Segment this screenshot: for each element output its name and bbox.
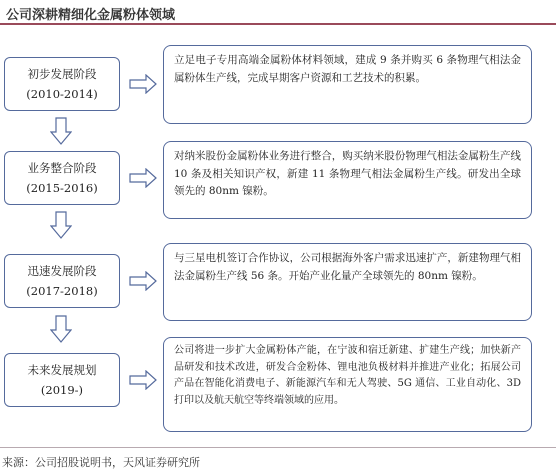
stage-name: 未来发展规划 <box>27 363 97 377</box>
stage-name: 业务整合阶段 <box>27 161 97 175</box>
stage-box-3 <box>4 254 120 308</box>
right-arrow-icon <box>128 168 158 188</box>
stage-description-4: 公司将进一步扩大金属粉体产能，在宁波和宿迁新建、扩建生产线；加快新产品研发和技术改进，研发合金粉体、锂电池负极材料并推进产业化；拓展公司产品在智能化消费电子、新能源汽车和无人驾驶、5G 通信、工业自动化、3D 打印以及航天航空等终端领域的应用。 <box>163 337 532 432</box>
down-arrow-icon <box>50 117 72 145</box>
header-rule <box>0 23 556 25</box>
stage-name: 初步发展阶段 <box>27 67 97 81</box>
footer-rule <box>0 447 556 448</box>
stage-description-3: 与三星电机签订合作协议，公司根据海外客户需求迅速扩产，新建物理气相法金属粉生产线 56 条。开始产业化量产全球领先的 80nm 镍粉。 <box>163 243 532 321</box>
stage-box-2 <box>4 151 120 205</box>
stage-name: 迅速发展阶段 <box>27 264 97 278</box>
header-title: 公司深耕精细化金属粉体领域 <box>6 8 176 23</box>
right-arrow-icon <box>128 370 158 390</box>
stage-period: (2015-2016) <box>26 181 98 195</box>
stage-description-2: 对纳米股份金属粉体业务进行整合，购买纳米股份物理气相法金属粉生产线 10 条及相关知识产权，新建 11 条物理气相法金属粉生产线。研发出全球领先的 80nm 镍粉。 <box>163 141 532 219</box>
right-arrow-icon <box>128 271 158 291</box>
stage-period: (2017-2018) <box>26 284 98 298</box>
stage-period: (2010-2014) <box>26 87 98 101</box>
source-note: 来源：公司招股说明书，天风证券研究所 <box>2 456 200 469</box>
down-arrow-icon <box>50 315 72 343</box>
stage-period: (2019-) <box>40 383 84 397</box>
down-arrow-icon <box>50 211 72 239</box>
stage-box-4 <box>4 353 120 407</box>
stage-description-1: 立足电子专用高端金属粉体材料领域，建成 9 条并购买 6 条物理气相法金属粉体生产线，完成早期客户资源和工艺技术的积累。 <box>163 45 532 124</box>
stage-box-1 <box>4 57 120 111</box>
right-arrow-icon <box>128 74 158 94</box>
